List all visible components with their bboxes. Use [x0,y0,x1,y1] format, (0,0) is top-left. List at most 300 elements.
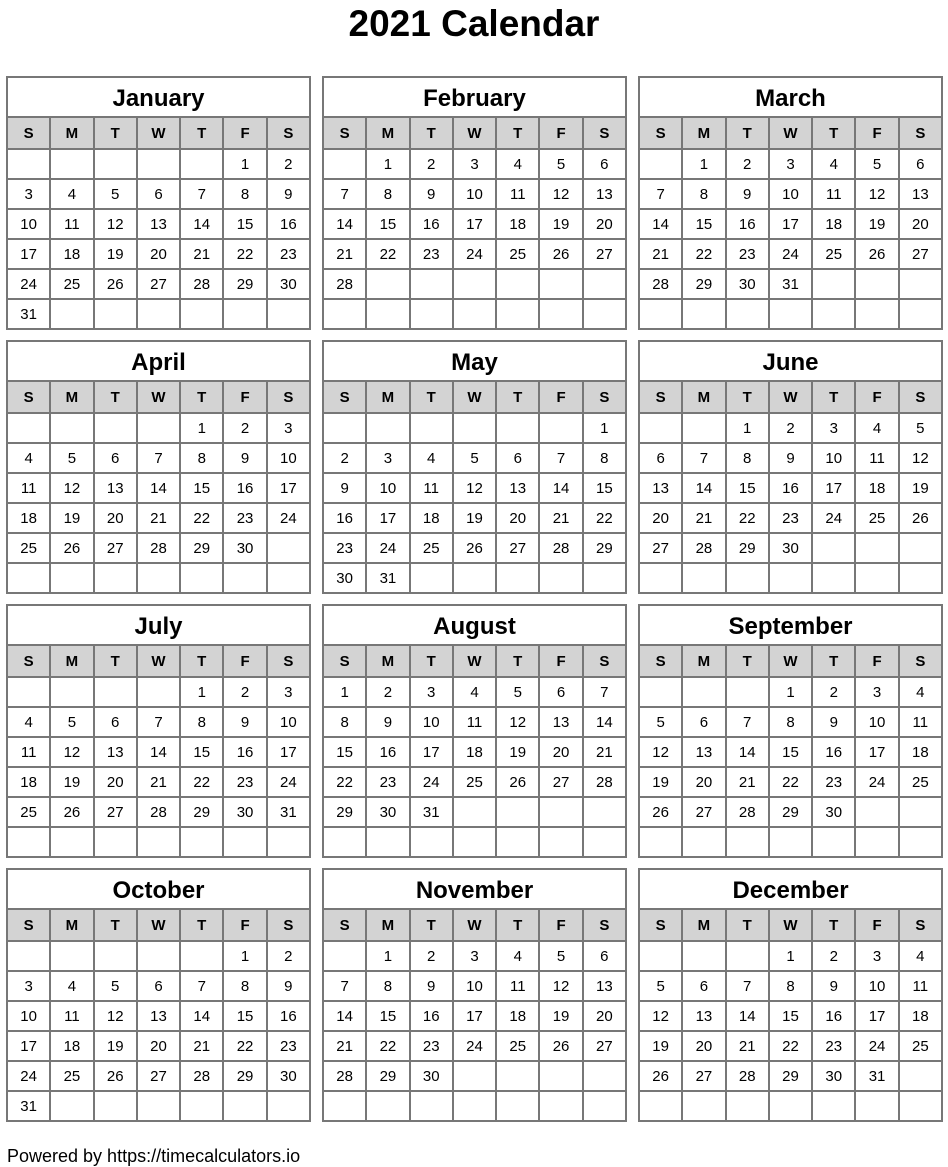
day-cell: 30 [223,533,266,563]
day-cell: 14 [137,473,180,503]
day-cell: 17 [855,1001,898,1031]
day-cell: 28 [137,797,180,827]
empty-day-cell [682,827,725,857]
empty-day-cell [50,413,93,443]
day-cell: 24 [267,767,310,797]
day-cell: 10 [453,971,496,1001]
month-april [6,340,311,593]
empty-day-cell [453,1091,496,1121]
empty-day-cell [583,827,626,857]
empty-day-cell [453,299,496,329]
empty-day-cell [50,941,93,971]
empty-day-cell [323,827,366,857]
weekday-label: T [94,909,137,941]
day-cell: 27 [899,239,942,269]
empty-day-cell [496,827,539,857]
empty-day-cell [94,413,137,443]
weekday-header-row [639,645,942,677]
empty-day-cell [539,563,582,593]
day-cell: 18 [7,503,50,533]
day-cell: 4 [7,443,50,473]
week-row [7,413,310,443]
day-cell: 1 [223,941,266,971]
day-cell: 1 [323,677,366,707]
day-cell: 30 [726,269,769,299]
empty-day-cell [366,413,409,443]
empty-day-cell [812,269,855,299]
empty-day-cell [639,149,682,179]
day-cell: 25 [410,533,453,563]
day-cell: 2 [267,149,310,179]
empty-day-cell [137,413,180,443]
day-cell: 14 [137,737,180,767]
day-cell: 30 [812,797,855,827]
empty-day-cell [583,269,626,299]
weekday-label: T [410,381,453,413]
day-cell: 8 [180,443,223,473]
day-cell: 4 [496,149,539,179]
day-cell: 16 [267,1001,310,1031]
day-cell: 14 [682,473,725,503]
day-cell: 25 [899,1031,942,1061]
empty-day-cell [769,563,812,593]
day-cell: 13 [899,179,942,209]
day-cell: 28 [583,767,626,797]
day-cell: 29 [223,269,266,299]
empty-day-cell [899,299,942,329]
day-cell: 20 [899,209,942,239]
empty-day-cell [366,269,409,299]
week-row [639,1061,942,1091]
weekday-label: S [639,381,682,413]
day-cell: 13 [94,737,137,767]
empty-day-cell [137,827,180,857]
day-cell: 14 [726,737,769,767]
day-cell: 5 [94,971,137,1001]
day-cell: 27 [682,1061,725,1091]
weekday-label: W [769,381,812,413]
empty-day-cell [539,797,582,827]
empty-day-cell [812,1091,855,1121]
day-cell: 17 [7,1031,50,1061]
weekday-label: S [7,909,50,941]
day-cell: 30 [267,269,310,299]
day-cell: 10 [812,443,855,473]
week-row [323,1031,626,1061]
day-cell: 28 [137,533,180,563]
day-cell: 31 [366,563,409,593]
empty-day-cell [855,299,898,329]
day-cell: 25 [50,269,93,299]
weekday-label: S [639,117,682,149]
day-cell: 21 [180,1031,223,1061]
day-cell: 13 [583,179,626,209]
empty-day-cell [769,299,812,329]
day-cell: 4 [812,149,855,179]
day-cell: 13 [639,473,682,503]
empty-day-cell [94,677,137,707]
week-row [323,299,626,329]
weekday-label: M [682,645,725,677]
weekday-header-row [639,117,942,149]
weekday-label: T [410,645,453,677]
day-cell: 26 [639,1061,682,1091]
day-cell: 16 [223,737,266,767]
day-cell: 12 [453,473,496,503]
empty-day-cell [223,1091,266,1121]
day-cell: 30 [323,563,366,593]
day-cell: 30 [366,797,409,827]
day-cell: 12 [94,1001,137,1031]
month-title: January [6,76,311,116]
day-cell: 25 [50,1061,93,1091]
day-cell: 7 [180,179,223,209]
empty-day-cell [94,563,137,593]
day-cell: 13 [137,1001,180,1031]
day-cell: 15 [323,737,366,767]
weekday-label: F [855,645,898,677]
month-title: November [322,868,627,908]
day-cell: 14 [726,1001,769,1031]
day-cell: 6 [682,707,725,737]
day-cell: 21 [323,1031,366,1061]
day-cell: 7 [323,179,366,209]
empty-day-cell [496,1061,539,1091]
day-cell: 19 [94,1031,137,1061]
day-cell: 2 [726,149,769,179]
week-row [639,767,942,797]
day-cell: 17 [267,737,310,767]
week-row [7,503,310,533]
day-cell: 3 [453,149,496,179]
week-row [323,1061,626,1091]
day-cell: 14 [180,209,223,239]
day-cell: 29 [323,797,366,827]
day-cell: 13 [137,209,180,239]
day-cell: 3 [812,413,855,443]
weekday-label: M [366,909,409,941]
day-cell: 24 [855,1031,898,1061]
week-row [639,413,942,443]
week-row [7,563,310,593]
day-cell: 29 [726,533,769,563]
weekday-label: T [180,381,223,413]
week-row [639,677,942,707]
day-cell: 26 [496,767,539,797]
day-cell: 19 [50,767,93,797]
weekday-label: S [323,381,366,413]
day-cell: 8 [769,707,812,737]
weekday-label: S [583,909,626,941]
day-cell: 1 [223,149,266,179]
day-cell: 9 [726,179,769,209]
weekday-label: S [323,117,366,149]
week-row [323,677,626,707]
day-cell: 27 [496,533,539,563]
weekday-label: M [50,645,93,677]
week-row [639,503,942,533]
day-cell: 20 [583,1001,626,1031]
empty-day-cell [7,677,50,707]
day-cell: 6 [137,971,180,1001]
day-cell: 22 [366,1031,409,1061]
week-row [639,533,942,563]
day-cell: 8 [323,707,366,737]
empty-day-cell [899,797,942,827]
day-cell: 25 [496,239,539,269]
month-grid [6,380,311,594]
day-cell: 29 [180,797,223,827]
empty-day-cell [94,1091,137,1121]
day-cell: 2 [366,677,409,707]
empty-day-cell [769,1091,812,1121]
weekday-label: F [223,645,266,677]
day-cell: 6 [639,443,682,473]
month-title: September [638,604,943,644]
day-cell: 19 [94,239,137,269]
day-cell: 2 [410,941,453,971]
empty-day-cell [323,1091,366,1121]
month-september [638,604,943,857]
empty-day-cell [639,1091,682,1121]
day-cell: 12 [94,209,137,239]
empty-day-cell [323,941,366,971]
empty-day-cell [453,797,496,827]
day-cell: 23 [726,239,769,269]
day-cell: 5 [496,677,539,707]
day-cell: 24 [7,1061,50,1091]
day-cell: 21 [726,1031,769,1061]
day-cell: 28 [726,1061,769,1091]
weekday-label: M [366,117,409,149]
empty-day-cell [639,677,682,707]
weekday-label: T [812,117,855,149]
weekday-label: F [539,645,582,677]
week-row [639,1001,942,1031]
weekday-label: S [267,117,310,149]
day-cell: 19 [855,209,898,239]
day-cell: 29 [223,1061,266,1091]
day-cell: 20 [682,767,725,797]
day-cell: 12 [496,707,539,737]
day-cell: 17 [366,503,409,533]
weekday-header-row [7,117,310,149]
empty-day-cell [726,827,769,857]
week-row [639,737,942,767]
day-cell: 10 [267,707,310,737]
weekday-label: F [223,381,266,413]
day-cell: 28 [539,533,582,563]
empty-day-cell [539,269,582,299]
weekday-label: M [366,381,409,413]
empty-day-cell [726,1091,769,1121]
day-cell: 16 [223,473,266,503]
month-grid [6,908,311,1122]
weekday-header-row [7,909,310,941]
empty-day-cell [453,269,496,299]
day-cell: 2 [769,413,812,443]
month-february [322,76,627,329]
month-august [322,604,627,857]
weekday-label: W [453,117,496,149]
week-row [323,533,626,563]
weekday-label: T [726,117,769,149]
day-cell: 14 [323,209,366,239]
day-cell: 21 [583,737,626,767]
weekday-label: W [137,117,180,149]
day-cell: 8 [682,179,725,209]
day-cell: 16 [366,737,409,767]
empty-day-cell [899,533,942,563]
weekday-label: F [539,381,582,413]
weekday-label: S [7,117,50,149]
empty-day-cell [453,563,496,593]
empty-day-cell [94,941,137,971]
day-cell: 12 [539,179,582,209]
week-row [7,443,310,473]
empty-day-cell [812,563,855,593]
day-cell: 6 [899,149,942,179]
week-row [323,707,626,737]
day-cell: 18 [812,209,855,239]
week-row [323,767,626,797]
empty-day-cell [267,827,310,857]
day-cell: 28 [639,269,682,299]
day-cell: 1 [366,149,409,179]
empty-day-cell [583,1091,626,1121]
day-cell: 13 [94,473,137,503]
day-cell: 2 [812,941,855,971]
empty-day-cell [453,413,496,443]
day-cell: 24 [7,269,50,299]
empty-day-cell [812,299,855,329]
day-cell: 11 [50,1001,93,1031]
empty-day-cell [855,1091,898,1121]
day-cell: 24 [855,767,898,797]
day-cell: 14 [539,473,582,503]
day-cell: 25 [899,767,942,797]
week-row [639,443,942,473]
day-cell: 26 [94,1061,137,1091]
day-cell: 24 [769,239,812,269]
day-cell: 21 [180,239,223,269]
weekday-label: T [726,909,769,941]
day-cell: 20 [539,737,582,767]
day-cell: 29 [682,269,725,299]
day-cell: 11 [899,707,942,737]
week-row [639,149,942,179]
day-cell: 23 [366,767,409,797]
day-cell: 29 [583,533,626,563]
weekday-label: M [366,645,409,677]
day-cell: 31 [7,1091,50,1121]
day-cell: 15 [366,1001,409,1031]
month-title: October [6,868,311,908]
empty-day-cell [899,1061,942,1091]
day-cell: 18 [50,239,93,269]
day-cell: 18 [410,503,453,533]
month-grid [638,908,943,1122]
empty-day-cell [855,827,898,857]
month-title: May [322,340,627,380]
empty-day-cell [496,1091,539,1121]
day-cell: 9 [812,707,855,737]
day-cell: 7 [323,971,366,1001]
month-grid [6,116,311,330]
day-cell: 5 [50,443,93,473]
empty-day-cell [726,941,769,971]
day-cell: 9 [267,971,310,1001]
day-cell: 13 [682,1001,725,1031]
empty-day-cell [682,941,725,971]
day-cell: 2 [223,677,266,707]
day-cell: 5 [50,707,93,737]
day-cell: 15 [366,209,409,239]
weekday-label: T [812,645,855,677]
day-cell: 13 [583,971,626,1001]
month-title: April [6,340,311,380]
week-row [7,179,310,209]
week-row [639,209,942,239]
week-row [7,209,310,239]
week-row [7,971,310,1001]
month-title: August [322,604,627,644]
weekday-header-row [323,909,626,941]
week-row [323,443,626,473]
week-row [639,971,942,1001]
week-row [7,827,310,857]
day-cell: 24 [453,239,496,269]
day-cell: 16 [769,473,812,503]
empty-day-cell [855,563,898,593]
empty-day-cell [539,299,582,329]
day-cell: 19 [899,473,942,503]
weekday-label: T [180,645,223,677]
weekday-label: T [496,645,539,677]
weekday-header-row [323,645,626,677]
day-cell: 29 [769,1061,812,1091]
day-cell: 15 [223,1001,266,1031]
day-cell: 21 [726,767,769,797]
day-cell: 30 [267,1061,310,1091]
month-title: July [6,604,311,644]
day-cell: 9 [223,443,266,473]
day-cell: 10 [855,971,898,1001]
day-cell: 26 [539,239,582,269]
day-cell: 24 [453,1031,496,1061]
empty-day-cell [639,413,682,443]
month-grid [322,380,627,594]
day-cell: 7 [639,179,682,209]
day-cell: 29 [180,533,223,563]
weekday-label: M [682,909,725,941]
empty-day-cell [539,827,582,857]
day-cell: 14 [583,707,626,737]
empty-day-cell [410,299,453,329]
day-cell: 29 [366,1061,409,1091]
weekday-label: T [180,909,223,941]
empty-day-cell [137,299,180,329]
weekday-header-row [7,381,310,413]
day-cell: 8 [223,971,266,1001]
week-row [7,269,310,299]
day-cell: 24 [366,533,409,563]
day-cell: 23 [812,767,855,797]
empty-day-cell [410,1091,453,1121]
day-cell: 16 [410,1001,453,1031]
weekday-label: S [639,909,682,941]
day-cell: 19 [639,767,682,797]
